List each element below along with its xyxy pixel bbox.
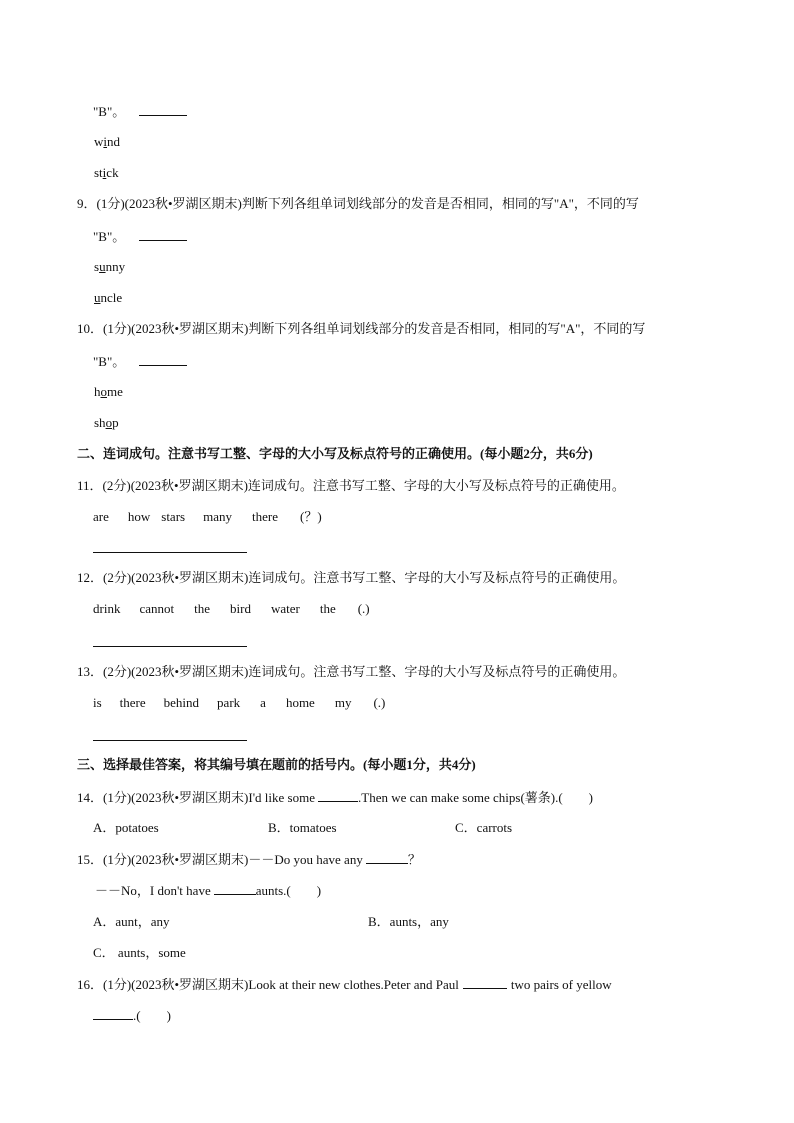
q8-word-1: wind [94,134,121,149]
q9-word-2: uncle [94,290,123,305]
word: how [127,509,151,524]
q15-blank-2[interactable] [214,882,256,895]
q10-number: 10． [77,321,104,336]
q16-line-2: .( ) [93,1007,171,1024]
q14-option-a[interactable]: A．potatoes [93,820,159,835]
word: the [319,601,336,616]
underlined-letter: i [102,165,107,180]
q10-text: (1分)(2023秋•罗湖区期末)判断下列各组单词划线部分的发音是否相同，相同的写"A"，不同的写 [103,321,646,336]
q13-word-bank [93,695,385,711]
word: there [252,509,278,524]
q9-continuation [93,228,187,245]
section-2-header: 二、连词成句。注意书写工整、字母的大小写及标点符号的正确使用。(每小题2分，共6分) [77,446,593,461]
q8-answer-blank[interactable] [139,103,187,116]
q16-blank-1[interactable] [463,976,507,989]
q10-tail: "B"。 [93,354,126,369]
q8-tail: "B"。 [93,104,126,119]
q10-stem [77,321,645,337]
word: is [93,695,102,710]
q10-word-1: home [94,384,123,399]
q11-text: (2分)(2023秋•罗湖区期末)连词成句。注意书写工整、字母的大小写及标点符号的正确使用。 [102,478,625,493]
q14-stem: 14．(1分)(2023秋•罗湖区期末)I'd like some .Then we can make some chips(薯条).( ) [77,790,594,805]
q13-number: 13． [77,664,104,679]
q16-stem: 16．(1分)(2023秋•罗湖区期末)Look at their new clothes.Peter and Paul two pairs of yellow [77,977,612,992]
q15-option-a[interactable]: A．aunt，any [93,914,170,929]
q12-number: 12． [77,570,104,585]
q8-word-2: stick [94,165,119,180]
q10-continuation [93,353,187,370]
q11-answer-line[interactable] [93,552,247,553]
q10-answer-blank[interactable] [139,353,187,366]
punctuation-hint: (.) [373,695,386,710]
word: park [217,695,241,710]
q9-stem [77,196,639,212]
word: the [194,601,210,616]
q9-number: 9． [77,196,97,211]
q9-tail: "B"。 [93,229,126,244]
punctuation-hint: (.) [357,601,370,616]
q11-stem [77,478,625,494]
q14-option-c[interactable]: C．carrots [455,820,513,835]
word: home [285,695,315,710]
q9-answer-blank[interactable] [139,228,187,241]
q10-word-2: shop [94,415,119,430]
word: are [93,509,109,524]
q16-blank-2[interactable] [93,1007,133,1020]
word: cannot [139,601,175,616]
q15-number: 15． [77,852,104,867]
underlined-letter: o [100,384,107,399]
q12-text: (2分)(2023秋•罗湖区期末)连词成句。注意书写工整、字母的大小写及标点符号的正确使用。 [103,570,626,585]
word: bird [230,601,251,616]
q15-option-c[interactable]: C． aunts，some [93,945,186,960]
underlined-letter: o [105,415,113,430]
q11-word-bank [93,509,322,525]
q13-answer-line[interactable] [93,740,247,741]
q15-option-b[interactable]: B．aunts，any [368,914,449,929]
word: there [119,695,146,710]
q15-stem: 15．(1分)(2023秋•罗湖区期末)－－Do you have any ？ [77,852,421,867]
word: water [270,601,300,616]
word: a [260,695,266,710]
q12-word-bank [93,601,370,617]
q9-word-1: sunny [94,259,126,274]
punctuation-hint: (？) [299,509,322,524]
word: many [203,509,232,524]
q14-blank[interactable] [318,789,358,802]
word: stars [161,509,186,524]
q13-text: (2分)(2023秋•罗湖区期末)连词成句。注意书写工整、字母的大小写及标点符号的正确使用。 [103,664,626,679]
q15-blank-1[interactable] [366,851,408,864]
section-3-header: 三、选择最佳答案，将其编号填在题前的括号内。(每小题1分，共4分) [77,757,476,772]
q14-number: 14． [77,790,104,805]
underlined-letter: i [103,134,108,149]
underlined-letter: u [94,290,101,305]
q11-number: 11． [77,478,103,493]
underlined-letter: u [99,259,106,274]
q12-answer-line[interactable] [93,646,247,647]
q14-option-b[interactable]: B．tomatoes [268,820,337,835]
word: my [334,695,352,710]
word: drink [93,601,121,616]
q8-continuation [93,103,187,120]
q9-text: (1分)(2023秋•罗湖区期末)判断下列各组单词划线部分的发音是否相同，相同的写"A"，不同的写 [96,196,639,211]
q13-stem [77,664,625,680]
q12-stem [77,570,625,586]
q15-line-2: －－No，I don't have aunts.( ) [95,883,322,898]
word: behind [163,695,200,710]
q16-number: 16． [77,977,104,992]
